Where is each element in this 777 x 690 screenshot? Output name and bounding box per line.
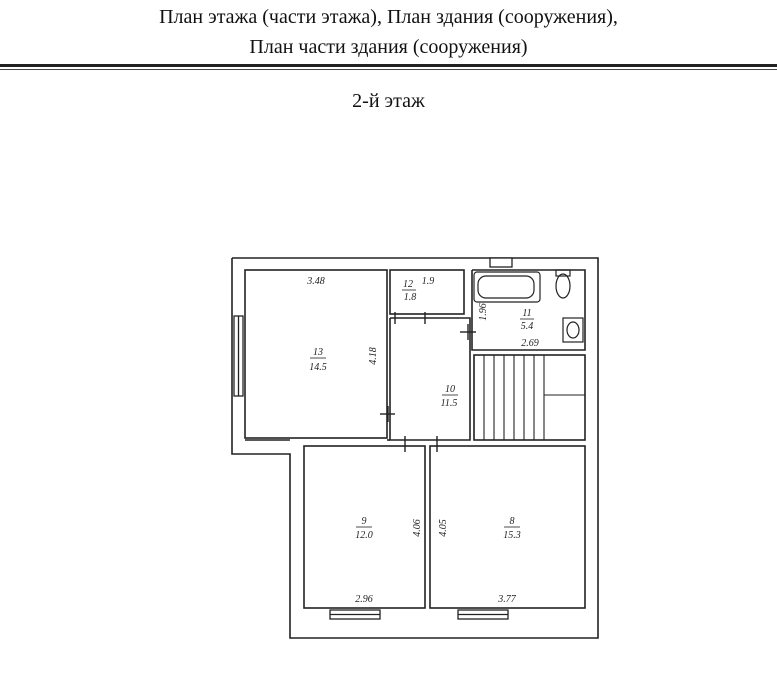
- room-10-area: 11.5: [440, 398, 458, 409]
- room-12-width-dim: 1.9: [421, 276, 435, 287]
- room-12-number: 12: [403, 279, 413, 290]
- outer-wall-outline: [232, 258, 598, 638]
- room-8-height-dim: 4.05: [438, 519, 449, 537]
- room-11-height-dim: 1.96: [478, 303, 489, 321]
- room-11-area: 5.4: [520, 321, 534, 332]
- room-9-height-dim: 4.06: [412, 519, 423, 537]
- room-9-area: 12.0: [355, 530, 373, 541]
- floor-label: 2-й этаж: [352, 90, 425, 112]
- room-13-height-dim: 4.18: [368, 347, 379, 365]
- room-9-number: 9: [361, 516, 367, 527]
- title-line-1: План этажа (части этажа), План здания (сооружения),: [159, 6, 618, 28]
- room-12-area: 1.8: [403, 292, 417, 303]
- room-8-area: 15.3: [503, 530, 521, 541]
- staircase: [474, 355, 585, 440]
- stair-enclosure: [474, 355, 585, 440]
- title-line-2: План части здания (сооружения): [249, 36, 528, 58]
- toilet-icon: [556, 274, 570, 298]
- bathtub-inner: [478, 276, 534, 298]
- room-11-width-dim: 2.69: [521, 338, 539, 349]
- room-8-number: 8: [509, 516, 515, 527]
- room-9-width-dim: 2.96: [355, 594, 373, 605]
- room-13-number: 13: [313, 347, 323, 358]
- room-11-number: 11: [522, 308, 532, 319]
- room-10-walls: [390, 318, 470, 440]
- window-top: [490, 258, 512, 267]
- toilet-tank: [556, 270, 570, 276]
- room-8-width-dim: 3.77: [498, 594, 516, 605]
- room-10-number: 10: [445, 384, 455, 395]
- sink-basin: [567, 322, 579, 338]
- room-13-width-dim: 3.48: [307, 276, 325, 287]
- room-13-area: 14.5: [309, 362, 327, 373]
